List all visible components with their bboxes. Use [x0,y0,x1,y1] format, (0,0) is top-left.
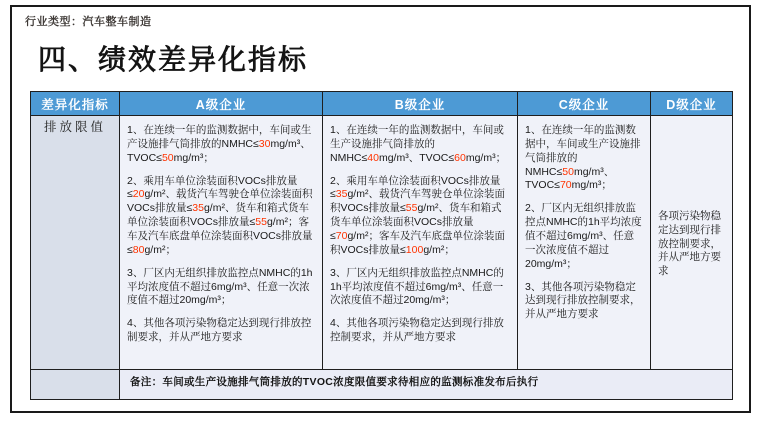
slide-frame [10,5,751,413]
clause-text: 各项污染物稳定达到现行排放控制要求，并从严地方要求 [658,209,721,278]
col-header-grade-d: D级企业 [651,92,733,116]
limit-value-highlight: 60 [454,151,466,164]
limit-value-highlight: 70 [335,230,348,243]
limit-value-highlight: 40 [367,151,379,164]
table-header-row [31,92,733,116]
clause-text: 1、在连续一年的监测数据中，车间或生产设施排气筒排放的NMHC≤30mg/m³、TVOC≤50mg/m³； [127,124,312,164]
grade-d-cell [651,116,733,370]
row-label-emission-limit: 排放限值 [31,116,120,370]
clause-text: 2、厂区内无组织排放监控点NMHC的1h平均浓度值不超过6mg/m³、任意一次浓度值不超过20mg/m³； [525,202,642,270]
clause-text: 3、厂区内无组织排放监控点NMHC的1h平均浓度值不超过6mg/m³、任意一次浓度值不超过20mg/m³； [330,266,504,307]
clause-text: 4、其他各项污染物稳定达到现行排放控制要求，并从严地方要求 [127,317,312,344]
limit-value-highlight: 100 [405,243,424,256]
limit-value-highlight: 55 [405,202,418,215]
limit-value-highlight: 55 [255,216,267,229]
grade-a-cell [120,116,323,370]
emission-limit-row [31,116,733,370]
limit-value-highlight: 35 [192,202,204,215]
limit-value-highlight: 35 [335,188,348,201]
performance-indicator-table [30,91,733,400]
note-row-empty-label [31,370,120,400]
clause-text: 3、其他各项污染物稳定达到现行排放控制要求，并从严地方要求 [525,280,641,321]
limit-value-highlight: 30 [258,137,271,150]
limit-value-highlight: 50 [161,151,174,164]
clause-text: 1、在连续一年的监测数据中，车间或生产设施排气筒排放的NMHC≤40mg/m³、TVOC≤60mg/m³； [330,124,507,164]
clause-text: 3、厂区内无组织排放监控点NMHC的1h平均浓度值不超过6mg/m³、任意一次浓度值不超过20mg/m³； [127,266,313,307]
col-header-grade-c: C级企业 [518,92,651,116]
limit-value-highlight: 80 [132,243,145,256]
grade-b-cell [323,116,518,370]
clause-text: 2、乘用车单位涂装面积VOCs排放量≤35g/m²、载货汽车驾驶仓单位涂装面积VOCs排放量≤55g/m²、货车和箱式货车单位涂装面积VOCs排放量≤70g/m²；客车及汽车底盘单位涂装面积VOCs排放量≤100g/m²； [330,174,505,256]
limit-value-highlight: 20 [132,188,145,201]
clause-text: 4、其他各项污染物稳定达到现行排放控制要求，并从严地方要求 [330,317,504,344]
col-header-grade-a: A级企业 [120,92,323,116]
grade-c-cell [518,116,651,370]
note-cell: 备注：车间或生产设施排气筒排放的TVOC浓度限值要求待相应的监测标准发布后执行 [120,370,733,400]
limit-value-highlight: 70 [559,179,572,192]
page-title: 四、绩效差异化指标 [38,44,309,75]
col-header-grade-b: B级企业 [323,92,518,116]
clause-text: 2、乘用车单位涂装面积VOCs排放量≤20g/m²、载货汽车驾驶仓单位涂装面积VOCs排放量≤35g/m²、货车和箱式货车单位涂装面积VOCs排放量≤55g/m²；客车及汽车底盘单位涂装面积VOCs排放量≤80g/m²； [127,174,313,256]
industry-type-label: 行业类型：汽车整车制造 [25,16,152,28]
clause-text: 1、在连续一年的监测数据中，车间或生产设施排气筒排放的NMHC≤50mg/m³、TVOC≤70mg/m³； [525,124,641,192]
limit-value-highlight: 50 [562,165,574,178]
note-row [31,370,733,400]
col-header-indicator: 差异化指标 [31,92,120,116]
